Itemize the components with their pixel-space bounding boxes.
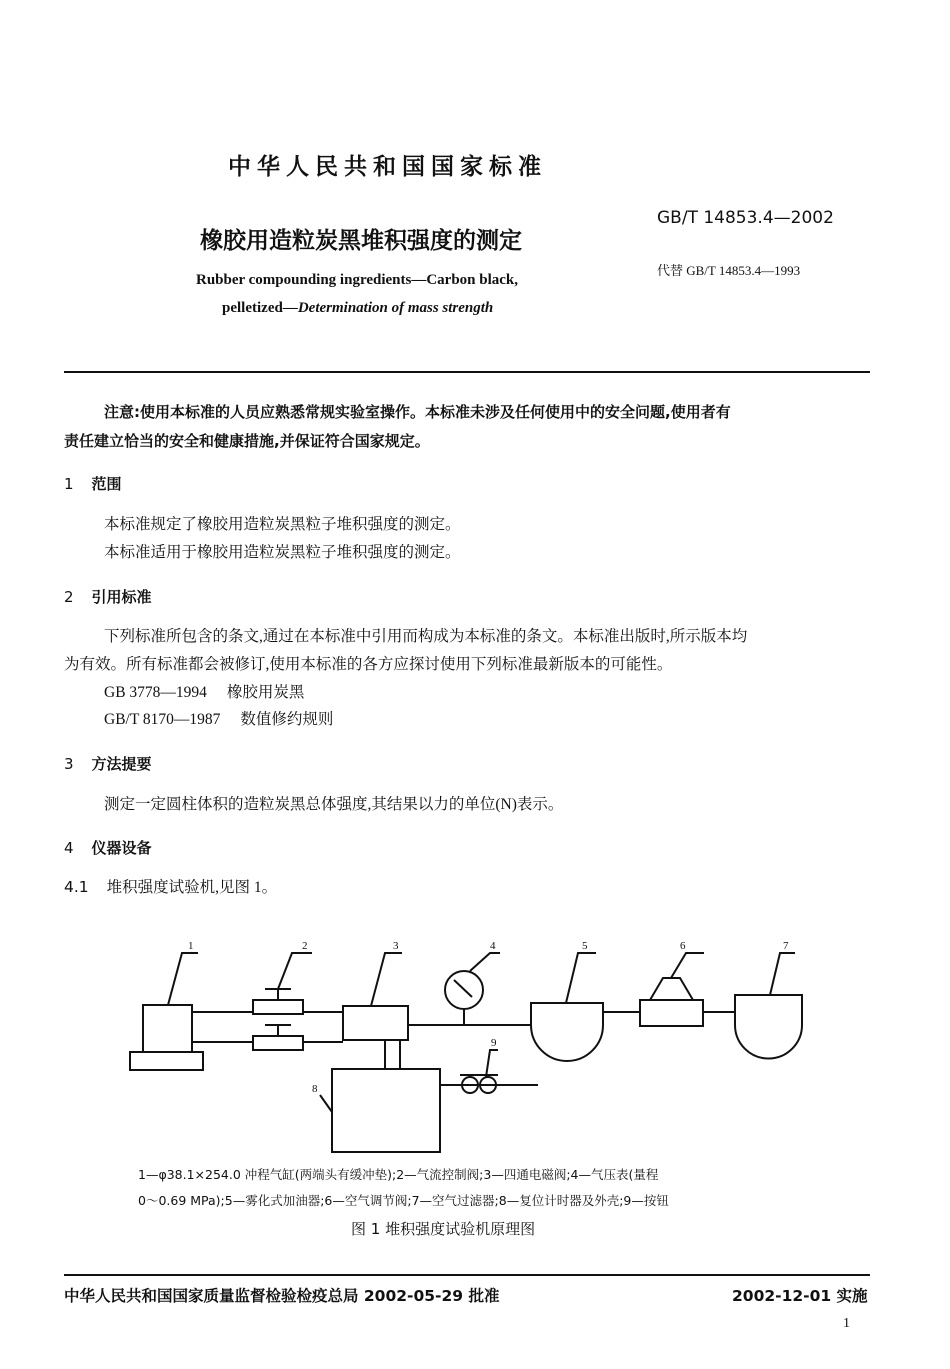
section-3-number: 3 (64, 755, 74, 773)
figure-caption-line2: 0～0.69 MPa);5—雾化式加油器;6—空气调节阀;7—空气过滤器;8—复位计时器及外壳;9—按钮 (138, 1193, 669, 1208)
figure-label-7: 7 (783, 940, 789, 952)
title-en-pelletized: pelletized (222, 300, 283, 316)
air-regulator (640, 1000, 703, 1026)
notice-line2: 责任建立恰当的安全和健康措施,并保证符合国家规定。 (64, 432, 430, 450)
flow-control-valve-bottom (253, 1036, 303, 1050)
section-3-para1: 测定一定圆柱体积的造粒炭黑总体强度,其结果以力的单位(N)表示。 (104, 796, 564, 813)
reference-1-title: 橡胶用炭黑 (226, 684, 305, 701)
figure-label-3: 3 (393, 940, 399, 952)
section-4-1-text: 堆积强度试验机,见图 1。 (106, 879, 278, 896)
document-title-en-line1: Rubber compounding ingredients—Carbon black, (196, 272, 519, 288)
section-4-number: 4 (64, 839, 74, 857)
document-title-cn: 橡胶用造粒炭黑堆积强度的测定 (200, 228, 522, 254)
section-1-para1: 本标准规定了橡胶用造粒炭黑粒子堆积强度的测定。 (104, 516, 461, 533)
lubricator (531, 1003, 603, 1061)
section-2-para1-line2: 为有效。所有标准都会被修订,使用本标准的各方应探讨使用下列标准最新版本的可能性。 (64, 656, 673, 673)
figure-label-2: 2 (302, 940, 308, 952)
figure-label-4: 4 (490, 940, 496, 952)
org-title: 中华人民共和国国家标准 (228, 154, 547, 180)
implementation-date: 2002-12-01 实施 (732, 1287, 868, 1305)
figure-label-6: 6 (680, 940, 686, 952)
figure-label-5: 5 (582, 940, 588, 952)
approval-line: 中华人民共和国国家质量监督检验检疫总局 2002-05-29 批准 (64, 1287, 500, 1305)
footer-rule (64, 1274, 870, 1276)
solenoid-valve (343, 1006, 408, 1040)
title-en-rest: —Determination of mass strength (282, 300, 494, 316)
section-4-title: 仪器设备 (91, 839, 152, 857)
figure-label-1: 1 (188, 940, 194, 952)
flow-control-valve-top (253, 1000, 303, 1014)
reference-2-title: 数值修约规则 (240, 711, 334, 728)
standard-code: GB/T 14853.4—2002 (657, 208, 834, 228)
notice-line1: 注意:使用本标准的人员应熟悉常规实验室操作。本标准未涉及任何使用中的安全问题,使用者有 (104, 403, 731, 421)
section-2-para1-line1: 下列标准所包含的条文,通过在本标准中引用而构成为本标准的条文。本标准出版时,所示版本均 (104, 628, 748, 645)
reset-timer-box (332, 1069, 440, 1152)
figure-label-8: 8 (312, 1083, 318, 1095)
section-1-title: 范围 (91, 475, 122, 493)
cylinder-base (130, 1052, 203, 1070)
figure-title: 图 1 堆积强度试验机原理图 (351, 1220, 536, 1238)
section-2-number: 2 (64, 588, 74, 606)
air-filter (735, 995, 802, 1059)
section-1-para2: 本标准适用于橡胶用造粒炭黑粒子堆积强度的测定。 (104, 544, 461, 561)
replaces-standard: 代替 GB/T 14853.4—1993 (657, 263, 801, 278)
section-4-1-number: 4.1 (64, 878, 89, 896)
figure-label-9: 9 (491, 1037, 497, 1049)
figure-caption-line1: 1—φ38.1×254.0 冲程气缸(两端头有缓冲垫);2—气流控制阀;3—四通电磁阀;4—气压表(量程 (138, 1167, 659, 1182)
reference-1-code: GB 3778—1994 (104, 684, 207, 701)
section-3-title: 方法提要 (91, 755, 152, 773)
cylinder (143, 1005, 192, 1052)
section-1-number: 1 (64, 475, 74, 493)
page-number: 1 (843, 1316, 850, 1331)
section-2-title: 引用标准 (91, 588, 152, 606)
reference-2-code: GB/T 8170—1987 (104, 711, 221, 728)
